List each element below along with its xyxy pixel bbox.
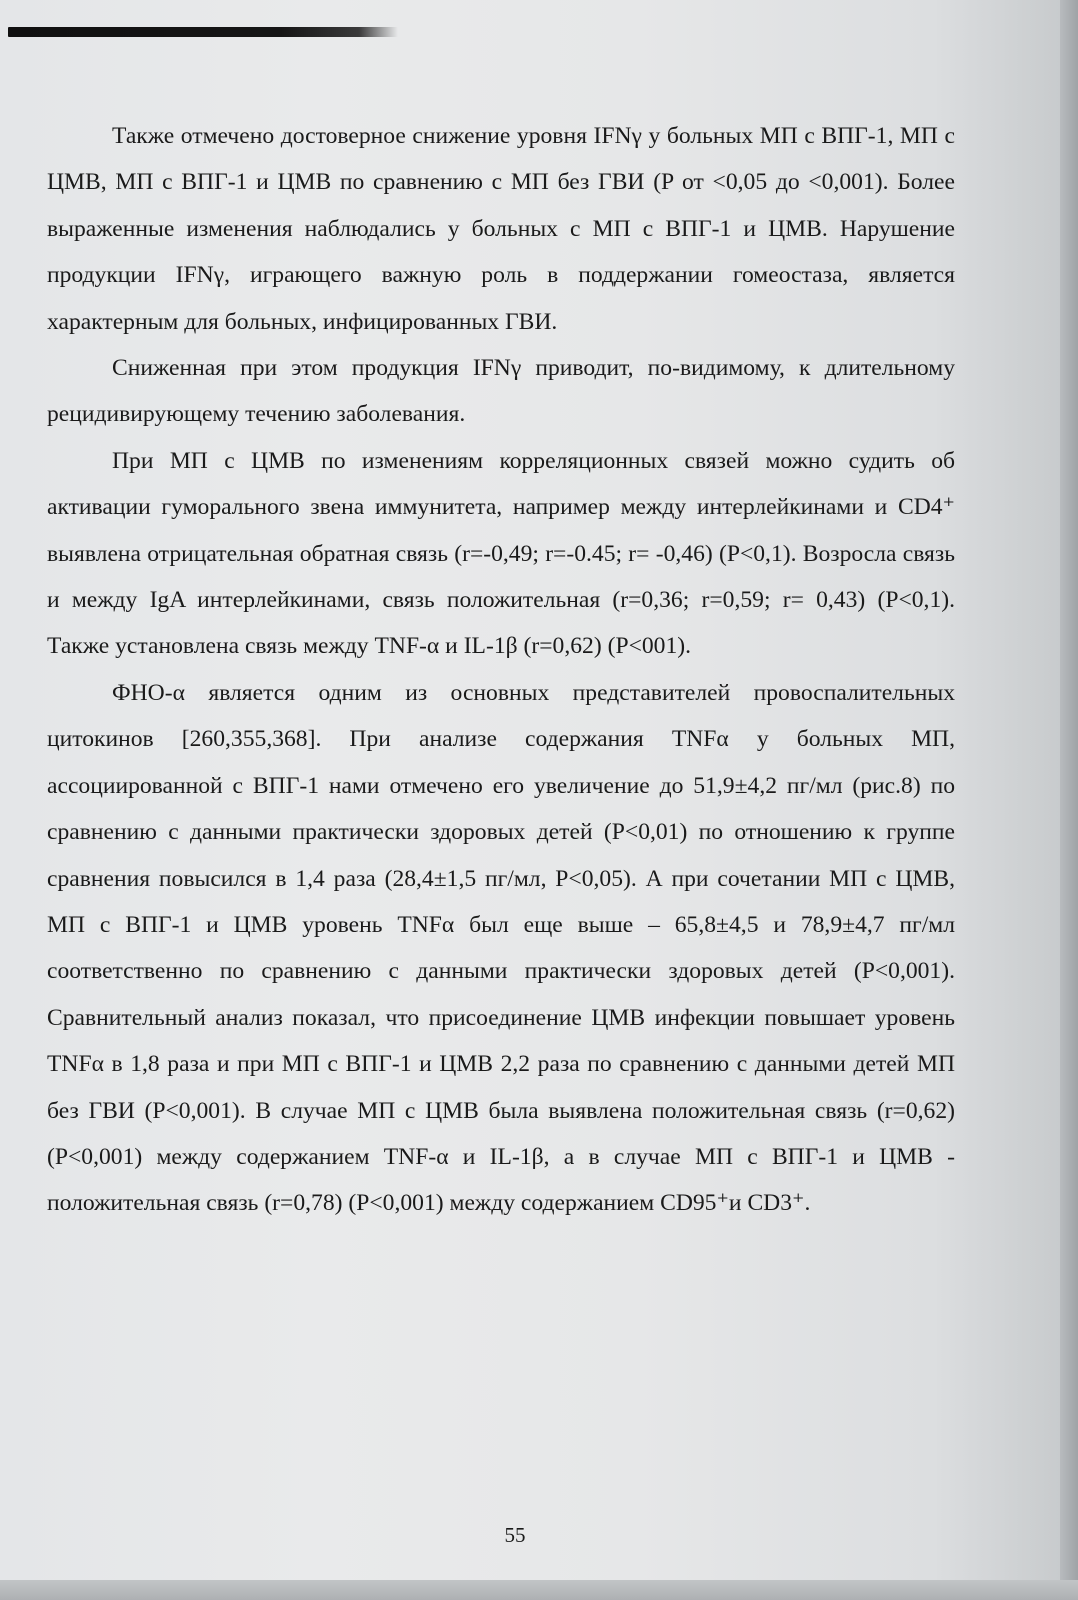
paragraph-correlations: При МП с ЦМВ по изменениям корреляционных связей можно судить об активации гуморального звена иммунитета, например между интерлейкинами и CD4⁺ выявлена отрицательная обратная связь (r=-0,49; r=-0.45; r= -0,46) (P<0,1). Возросла связь и между IgA интерлейкинами, связь положительная (r=0,36; r=0,59; r= 0,43) (P<0,1). Также установлена связь между TNF-α и IL-1β (r=0,62) (P<001). [47, 447, 955, 660]
scan-edge-bar [8, 27, 398, 37]
page-number: 55 [504, 1523, 526, 1547]
paragraph-ifn-gamma: Также отмечено достоверное снижение уровня IFNγ у больных МП с ВПГ-1, МП с ЦМВ, МП с ВПГ-1 и ЦМВ по сравнению с МП без ГВИ (P от <0,05 до <0,001). Более выраженные изменения наблюдались у больных с МП с ВПГ-1 и ЦМВ. Нарушение продукции IFNγ, играющего важную роль в поддержании гомеостаза, является характерным для больных, инфицированных ГВИ. [47, 123, 955, 335]
paragraph-ifn-gamma-effect: Сниженная при этом продукция IFNγ приводит, по-видимому, к длительному рецидивирующему течению заболевания. [47, 355, 955, 428]
paragraph-tnf-alpha: ФНО-α является одним из основных представителей провоспалительных цитокинов [260,355,368]. При анализе содержания TNFα у больных МП, ассоциированной с ВПГ-1 нами отмечено его увеличение до 51,9±4,2 пг/мл (рис.8) по сравнению с данными практически здоровых детей (P<0,01) по отношению к группе сравнения повысился в 1,4 раза (28,4±1,5 пг/мл, P<0,05). А при сочетании МП с ЦМВ, МП с ВПГ-1 и ЦМВ уровень TNFα был еще выше – 65,8±4,5 и 78,9±4,7 пг/мл соответственно по сравнению с данными практически здоровых детей (P<0,001). Сравнительный анализ показал, что присоединение ЦМВ инфекции повышает уровень TNFα в 1,8 раза и при МП с ВПГ-1 и ЦМВ 2,2 раза по сравнению с данными детей МП без ГВИ (P<0,001). В случае МП с ЦМВ была выявлена положительная связь (r=0,62) (P<0,001) между содержанием TNF-α и IL-1β, а в случае МП с ВПГ-1 и ЦМВ - положительная связь (r=0,78) (P<0,001) между содержанием CD95⁺и CD3⁺. [47, 679, 955, 1217]
body-text [47, 113, 955, 1227]
scan-right-edge [1060, 0, 1078, 1600]
scan-bottom-edge [0, 1580, 1078, 1600]
